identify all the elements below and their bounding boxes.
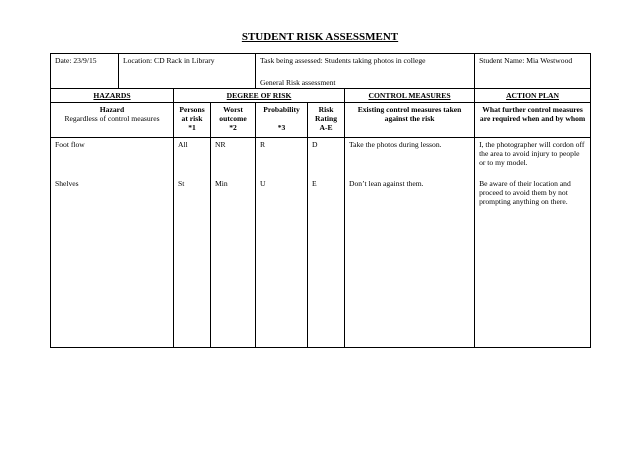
hazard-column [51, 138, 174, 348]
existing-measures-column [345, 138, 475, 348]
risk-rating-header: Risk Rating A-E [308, 103, 345, 138]
probability-header-note: *3 [277, 123, 286, 133]
probability-column [256, 138, 308, 348]
further-2: Be aware of their location and proceed to avoid them by not prompting anything on there. [479, 179, 571, 207]
task-cell [256, 54, 475, 89]
section-control-measures: CONTROL MEASURES [345, 89, 475, 103]
student-name-cell [475, 54, 591, 89]
risk-rating-column [308, 138, 345, 348]
task-text: Task being assessed: Students taking photos in college [260, 56, 426, 65]
general-assessment-text: General Risk assessment [260, 77, 336, 87]
existing-measures-header: Existing control measures taken against the risk [345, 103, 475, 138]
probability-2: U [260, 179, 266, 189]
further-measures-header: What further control measures are required when and by whom [475, 103, 591, 138]
persons-column [174, 138, 211, 348]
worst-outcome-header [211, 103, 256, 138]
worst-header-label: Worst outcome [219, 105, 247, 124]
hazard-header [51, 103, 174, 138]
hazard-rows [51, 138, 591, 348]
date-cell [51, 54, 119, 89]
date-text: Date: 23/9/15 [55, 56, 97, 65]
persons-header-label: Persons at risk [179, 105, 205, 124]
rating-2: E [312, 179, 317, 189]
probability-1: R [260, 140, 266, 150]
document-title: STUDENT RISK ASSESSMENT [241, 31, 399, 43]
rating-1: D [312, 140, 318, 150]
worst-1: NR [215, 140, 226, 150]
existing-1: Take the photos during lesson. [349, 140, 442, 150]
existing-2: Don’t lean against them. [349, 179, 424, 189]
further-1: I, the photographer will cordon off the area to avoid injury to people or to my model. [479, 140, 585, 168]
persons-header [174, 103, 211, 138]
persons-header-note: *1 [188, 123, 196, 133]
section-action-plan: ACTION PLAN [475, 89, 591, 103]
location-text: Location: CD Rack in Library [123, 56, 215, 65]
probability-header [256, 103, 308, 138]
persons-2: St [178, 179, 185, 189]
student-name-text: Student Name: Mia Westwood [479, 56, 573, 65]
persons-1: All [178, 140, 188, 150]
worst-header-note: *2 [229, 123, 237, 133]
worst-outcome-column [211, 138, 256, 348]
section-header-row [51, 89, 591, 103]
column-header-row [51, 103, 591, 138]
hazard-header-sub: Regardless of control measures [64, 114, 160, 124]
further-measures-column [475, 138, 591, 348]
section-degree-of-risk: DEGREE OF RISK [174, 89, 345, 103]
hazard-2: Shelves [55, 179, 79, 189]
probability-header-label: Probability [263, 105, 300, 115]
section-hazards: HAZARDS [51, 89, 174, 103]
risk-assessment-table [50, 53, 591, 348]
hazard-header-title: Hazard [99, 105, 125, 115]
location-cell [119, 54, 256, 89]
hazard-1: Foot flow [55, 140, 85, 150]
worst-2: Min [215, 179, 228, 189]
info-row [51, 54, 591, 89]
